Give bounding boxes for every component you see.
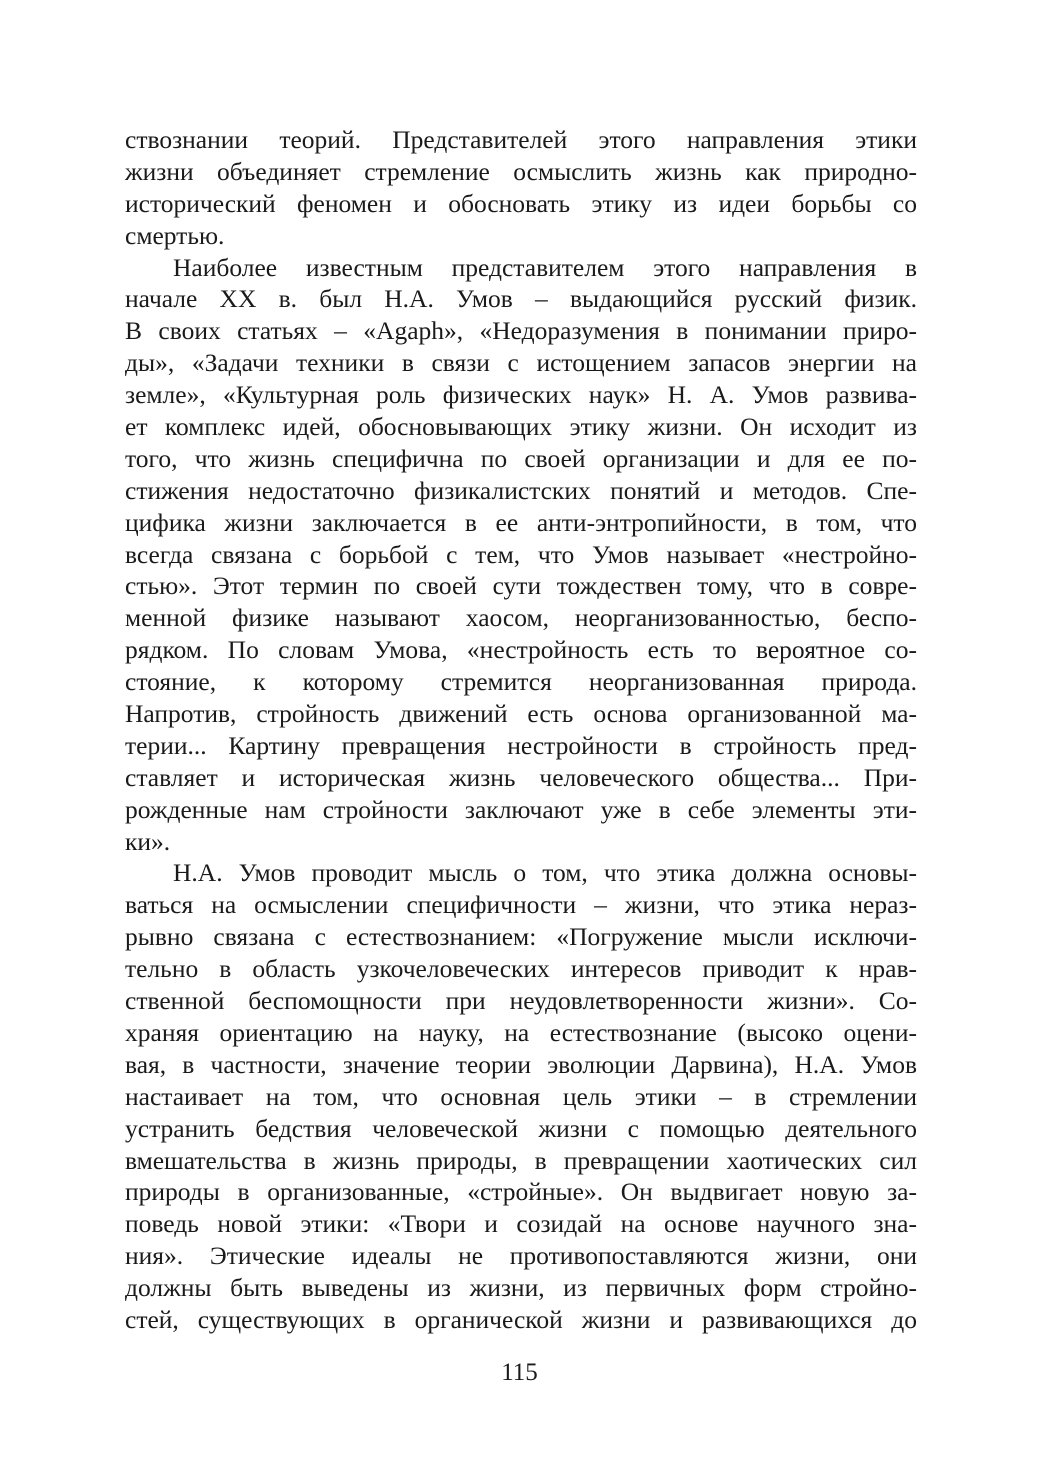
page-number: 115 [501,1359,538,1386]
text-line: рядком. По словам Умова, «нестройность есть то вероятное со- [125,635,917,665]
text-line: ки». [125,826,171,856]
text-line: поведь новой этики: «Твори и созидай на основе научного зна- [125,1209,917,1239]
text-line: стью». Этот термин по своей сути тождествен тому, что в совре- [125,571,917,601]
text-line: устранить бедствия человеческой жизни с помощью деятельного [125,1113,917,1143]
text-line: ет комплекс идей, обосновывающих этику жизни. Он исходит из [125,412,917,442]
text-line: того, что жизнь специфична по своей организации и для ее по- [125,443,917,473]
text-line: природы в организованные, «стройные». Он выдвигает новую за- [125,1177,917,1207]
text-line: всегда связана с борьбой с тем, что Умов называет «нестройно- [125,539,917,569]
body-text [125,124,917,1336]
text-line: рожденные нам стройности заключают уже в себе элементы эти- [125,794,917,824]
text-line: В своих статьях – «Agaph», «Недоразумения в понимании приро- [125,316,917,346]
text-line: храняя ориентацию на науку, на естествознание (высоко оцени- [125,1017,917,1047]
text-line: менной физике называют хаосом, неорганизованностью, беспо- [125,603,917,633]
text-line: терии... Картину превращения нестройности в стройность пред- [125,730,917,760]
text-line: рывно связана с естествознанием: «Погружение мысли исключи- [125,922,917,952]
text-line: земле», «Культурная роль физических наук» Н. А. Умов развива- [125,380,917,410]
text-line: Н.А. Умов проводит мысль о том, что этика должна основы- [173,858,917,888]
text-line: тельно в область узкочеловеческих интересов приводит к нрав- [125,954,917,984]
text-line: должны быть выведены из жизни, из первичных форм стройно- [125,1273,917,1303]
text-line: Наиболее известным представителем этого направления в [173,252,917,282]
text-line: цифика жизни заключается в ее анти-энтропийности, в том, что [125,507,917,537]
text-line: стояние, к которому стремится неорганизованная природа. [125,667,917,697]
text-line: настаивает на том, что основная цель этики – в стремлении [125,1081,917,1111]
text-line: начале XX в. был Н.А. Умов – выдающийся русский физик. [125,284,917,314]
text-line: ственной беспомощности при неудовлетворенности жизни». Со- [125,986,917,1016]
text-line: ствознании теорий. Представителей этого направления этики [125,125,917,154]
text-line: стижения недостаточно физикалистских понятий и методов. Спе- [125,475,917,505]
text-line: ды», «Задачи техники в связи с истощением запасов энергии на [125,348,917,378]
text-line: вмешательства в жизнь природы, в превращении хаотических сил [125,1145,917,1175]
text-line: ваться на осмыслении специфичности – жизни, что этика нераз- [125,890,917,920]
text-line: ния». Этические идеалы не противопоставляются жизни, они [125,1241,917,1271]
text-line: смертью. [125,220,225,250]
text-line: вая, в частности, значение теории эволюции Дарвина), Н.А. Умов [125,1049,917,1079]
text-line: исторический феномен и обосновать этику из идеи борьбы со [125,188,917,218]
text-line: жизни объединяет стремление осмыслить жизнь как природно- [125,156,917,186]
text-line: ставляет и историческая жизнь человеческого общества... При- [125,762,917,792]
text-line: стей, существующих в органической жизни и развивающихся до [125,1304,917,1334]
text-line: Напротив, стройность движений есть основа организованной ма- [125,699,917,729]
